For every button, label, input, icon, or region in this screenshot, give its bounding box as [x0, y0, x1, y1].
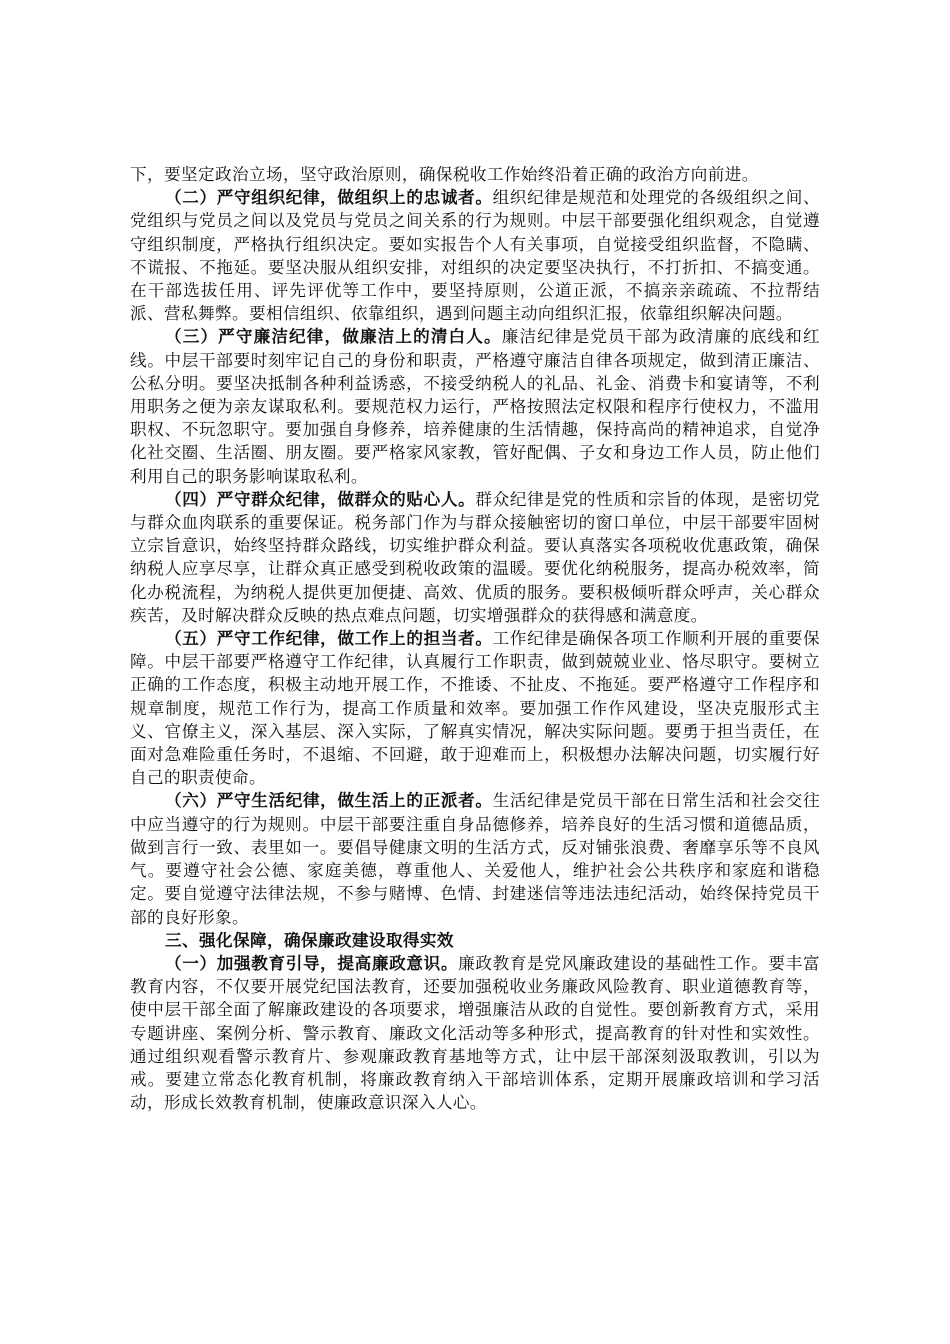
paragraph-work-discipline — [130, 627, 820, 789]
paragraph-body: 生活纪律是党员干部在日常生活和社会交往中应当遵守的行为规则。中层干部要注重自身品德修养，培养良好的生活习惯和道德品质，做到言行一致、表里如一。要倡导健康文明的生活方式，反对铺张浪费、奢靡享乐等不良风气。要遵守社会公德、家庭美德，尊重他人、关爱他人，维护社会公共秩序和家庭和谐稳定。要自觉遵守法律法规，不参与赌博、色情、封建迷信等违法违纪活动，始终保持党员干部的良好形象。 — [130, 791, 820, 927]
paragraph-body: 群众纪律是党的性质和宗旨的体现，是密切党与群众血肉联系的重要保证。税务部门作为与群众接触密切的窗口单位，中层干部要牢固树立宗旨意识，始终坚持群众路线，切实维护群众利益。要认真落实各项税收优惠政策，确保纳税人应享尽享，让群众真正感受到税收政策的温暖。要优化纳税服务，提高办税效率，简化办税流程，为纳税人提供更加便捷、高效、优质的服务。要积极倾听群众呼声，关心群众疾苦，及时解决群众反映的热点难点问题，切实增强群众的获得感和满意度。 — [130, 489, 821, 625]
paragraph-body: 工作纪律是确保各项工作顺利开展的重要保障。中层干部要严格遵守工作纪律，认真履行工作职责，做到兢兢业业、恪尽职守。要树立正确的工作态度，积极主动地开展工作，不推诿、不扯皮、不拖延。要严格遵守工作程序和规章制度，规范工作行为，提高工作质量和效率。要加强工作作风建设，坚决克服形式主义、官僚主义，深入基层、深入实际，了解真实情况，解决实际问题。要勇于担当责任，在面对急难险重任务时，不退缩、不回避，敢于迎难而上，积极想办法解决问题，切实履行好自己的职责使命。 — [130, 629, 820, 788]
paragraph-lead: （六）严守生活纪律，做生活上的正派者。 — [165, 790, 493, 811]
paragraph-intro-tail: 下，要坚定政治立场，坚守政治原则，确保税收工作始终沿着正确的政治方向前进。 — [130, 165, 759, 184]
paragraph-lead: （二）严守组织纪律，做组织上的忠诚者。 — [165, 187, 493, 208]
paragraph-life-discipline — [130, 789, 820, 928]
paragraph-lead: （四）严守群众纪律，做群众的贴心人。 — [165, 488, 476, 509]
paragraph-body: 廉洁纪律是党员干部为政清廉的底线和红线。中层干部要时刻牢记自己的身份和职责，严格遵守廉洁自律各项规定，做到清正廉洁、公私分明。要坚决抵制各种利益诱惑，不接受纳税人的礼品、礼金、消费卡和宴请等，不利用职务之便为亲友谋取私利。要规范权力运行，严格按照法定权限和程序行使权力，不滥用职权、不玩忽职守。要加强自身修养，培养健康的生活情趣，保持高尚的精神追求，自觉净化社交圈、生活圈、朋友圈。要严格家风家教，管好配偶、子女和身边工作人员，防止他们利用自己的职务影响谋取私利。 — [130, 327, 820, 486]
document-page — [130, 163, 820, 1114]
paragraph-lead: （三）严守廉洁纪律，做廉洁上的清白人。 — [165, 326, 502, 347]
paragraph-lead: （一）加强教育引导，提高廉政意识。 — [165, 952, 459, 973]
paragraph-organization-discipline — [130, 186, 820, 325]
section-heading-three: 三、强化保障，确保廉政建设取得实效 — [165, 929, 454, 950]
paragraph-lead: （五）严守工作纪律，做工作上的担当者。 — [165, 628, 493, 649]
paragraph-body: 组织纪律是规范和处理党的各级组织之间、党组织与党员之间以及党员与党员之间关系的行为规则。中层干部要强化组织观念，自觉遵守组织制度，严格执行组织决定。要如实报告个人有关事项，自觉接受组织监督，不隐瞒、不谎报、不拖延。要坚决服从组织安排，对组织的决定要坚决执行，不打折扣、不搞变通。在干部选拔任用、评先评优等工作中，要坚持原则，公道正派，不搞亲亲疏疏、不拉帮结派、营私舞弊。要相信组织、依靠组织，遇到问题主动向组织汇报，依靠组织解决问题。 — [130, 188, 820, 324]
paragraph-education-guidance — [130, 952, 820, 1114]
paragraph-integrity-discipline — [130, 325, 820, 487]
paragraph-mass-discipline — [130, 488, 820, 627]
paragraph-body: 廉政教育是党风廉政建设的基础性工作。要丰富教育内容，不仅要开展党纪国法教育，还要加强税收业务廉政风险教育、职业道德教育等，使中层干部全面了解廉政建设的各项要求，增强廉洁从政的自觉性。要创新教育方式，采用专题讲座、案例分析、警示教育、廉政文化活动等多种形式，提高教育的针对性和实效性。通过组织观看警示教育片、参观廉政教育基地等方式，让中层干部深刻汲取教训，引以为戒。要建立常态化教育机制，将廉政教育纳入干部培训体系，定期开展廉政培训和学习活动，形成长效教育机制，使廉政意识深入人心。 — [130, 953, 820, 1113]
